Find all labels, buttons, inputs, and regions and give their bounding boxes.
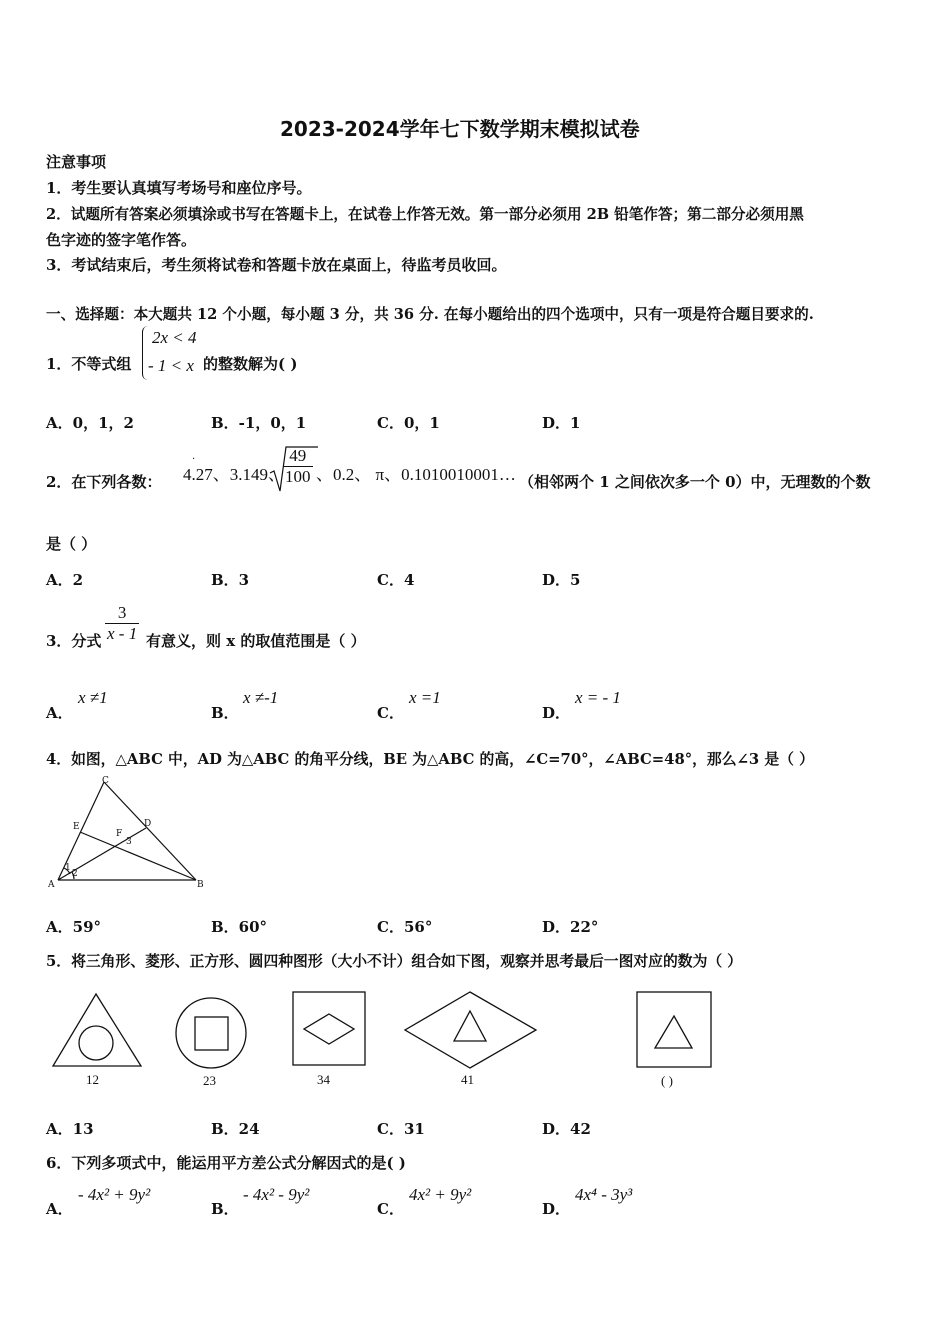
q4-text: 4．如图，△ABC 中，AD 为△ABC 的角平分线，BE 为△ABC 的高，∠C=70°，∠ABC=48°，那么∠3 是（ ）: [46, 751, 814, 768]
fig-number: 23: [203, 1073, 216, 1088]
q3-suffix: 有意义，则 x 的取值范围是（ ）: [146, 632, 366, 650]
page-title: 2023-2024学年七下数学期末模拟试卷: [280, 117, 640, 141]
q1-option-d: D．1: [542, 414, 581, 432]
q1-suffix: 的整数解为( ): [203, 355, 298, 373]
notice-item: 1．考生要认真填写考场号和座位序号。: [46, 179, 312, 197]
triangle-figure: [44, 776, 214, 894]
q6-option-b-label: B．: [211, 1200, 239, 1218]
q4-option-a: A．59°: [46, 918, 102, 936]
q1-option-c: C．0，1: [377, 414, 440, 432]
q6-option-c-label: C．: [377, 1200, 404, 1218]
fig-number: 12: [86, 1072, 99, 1087]
q1-option-b: B．-1，0，1: [211, 414, 307, 432]
q2-numbers-a: 4.27、3.149、: [183, 465, 285, 484]
q2-prefix: 2．在下列各数：: [46, 473, 162, 491]
q3-prefix: 3．分式: [46, 632, 102, 650]
fig-number: 34: [317, 1072, 330, 1087]
q2-cont: 是（ ）: [46, 535, 97, 553]
q2-option-c: C．4: [377, 571, 415, 589]
q3-option-d: x = - 1: [575, 688, 621, 707]
q3-option-d-label: D．: [542, 704, 571, 722]
q3-numerator: 3: [117, 603, 127, 622]
q5-option-d: D．42: [542, 1120, 591, 1138]
q3-option-c: x =1: [409, 688, 441, 707]
q5-option-a: A．13: [46, 1120, 94, 1138]
q6-option-d: 4x⁴ - 3y³: [575, 1185, 633, 1204]
q6-option-a-label: A．: [46, 1200, 73, 1218]
notice-item: 2．试题所有答案必须填涂或书写在答题卡上，在试卷上作答无效。第一部分必须用 2B 铅笔作答；第二部分必须用黑: [46, 206, 804, 223]
fig-number: 41: [461, 1072, 474, 1087]
q5-option-b: B．24: [211, 1120, 260, 1138]
q6-option-a: - 4x² + 9y²: [78, 1185, 151, 1204]
shapes-figure: [44, 986, 724, 1094]
q6-option-d-label: D．: [542, 1200, 571, 1218]
section-heading: 一、选择题：本大题共 12 个小题，每小题 3 分，共 36 分. 在每小题给出的四个选项中，只有一项是符合题目要求的.: [46, 306, 814, 323]
q3-option-c-label: C．: [377, 704, 404, 722]
sqrt-fraction: [283, 446, 313, 487]
notice-heading: 注意事项: [46, 153, 107, 171]
q3-option-a-label: A．: [46, 704, 73, 722]
q5-text: 5．将三角形、菱形、正方形、圆四种图形（大小不计）组合如下图，观察并思考最后一图对应的数为（ ）: [46, 953, 743, 970]
repeating-dot: ·: [192, 454, 196, 465]
label-e: E: [73, 822, 80, 832]
label-1: 1: [65, 863, 71, 873]
notice-item: 色字迹的签字笔作答。: [46, 231, 197, 249]
label-b: B: [197, 880, 204, 890]
q4-option-d: D．22°: [542, 918, 599, 936]
q2-option-a: A．2: [46, 571, 84, 589]
q6-option-c: 4x² + 9y²: [409, 1185, 472, 1204]
q2-option-d: D．5: [542, 571, 581, 589]
notice-item: 3．考试结束后，考生须将试卷和答题卡放在桌面上，待监考员收回。: [46, 256, 507, 274]
q2-suffix: （相邻两个 1 之间依次多一个 0）中，无理数的个数: [519, 473, 871, 491]
fig-number: ( ): [661, 1073, 673, 1088]
q4-option-c: C．56°: [377, 918, 433, 936]
q6-text: 6．下列多项式中，能运用平方差公式分解因式的是( ): [46, 1154, 406, 1172]
sqrt-numerator: 49: [283, 446, 313, 467]
q1-ineq-2: - 1 < x: [148, 356, 194, 375]
q3-option-a: x ≠1: [78, 688, 108, 707]
q4-option-b: B．60°: [211, 918, 268, 936]
q2-numbers-b: 、0.2、 π、0.1010010001…: [316, 465, 516, 484]
label-d: D: [144, 819, 152, 829]
q3-denominator: x - 1: [107, 624, 138, 643]
label-f: F: [116, 829, 123, 839]
sqrt-denominator: 100: [285, 467, 311, 486]
q1-option-a: A．0，1，2: [46, 414, 134, 432]
q3-fraction: [105, 603, 139, 644]
q2-option-b: B．3: [211, 571, 250, 589]
label-3: 3: [126, 837, 132, 847]
q3-option-b: x ≠-1: [243, 688, 279, 707]
q1-prefix: 1．不等式组: [46, 355, 132, 373]
q6-option-b: - 4x² - 9y²: [243, 1185, 310, 1204]
label-a: A: [48, 880, 55, 890]
label-c: C: [102, 776, 109, 786]
q5-option-c: C．31: [377, 1120, 425, 1138]
q3-option-b-label: B．: [211, 704, 239, 722]
label-2: 2: [72, 869, 78, 879]
q1-ineq-1: 2x < 4: [152, 328, 197, 347]
